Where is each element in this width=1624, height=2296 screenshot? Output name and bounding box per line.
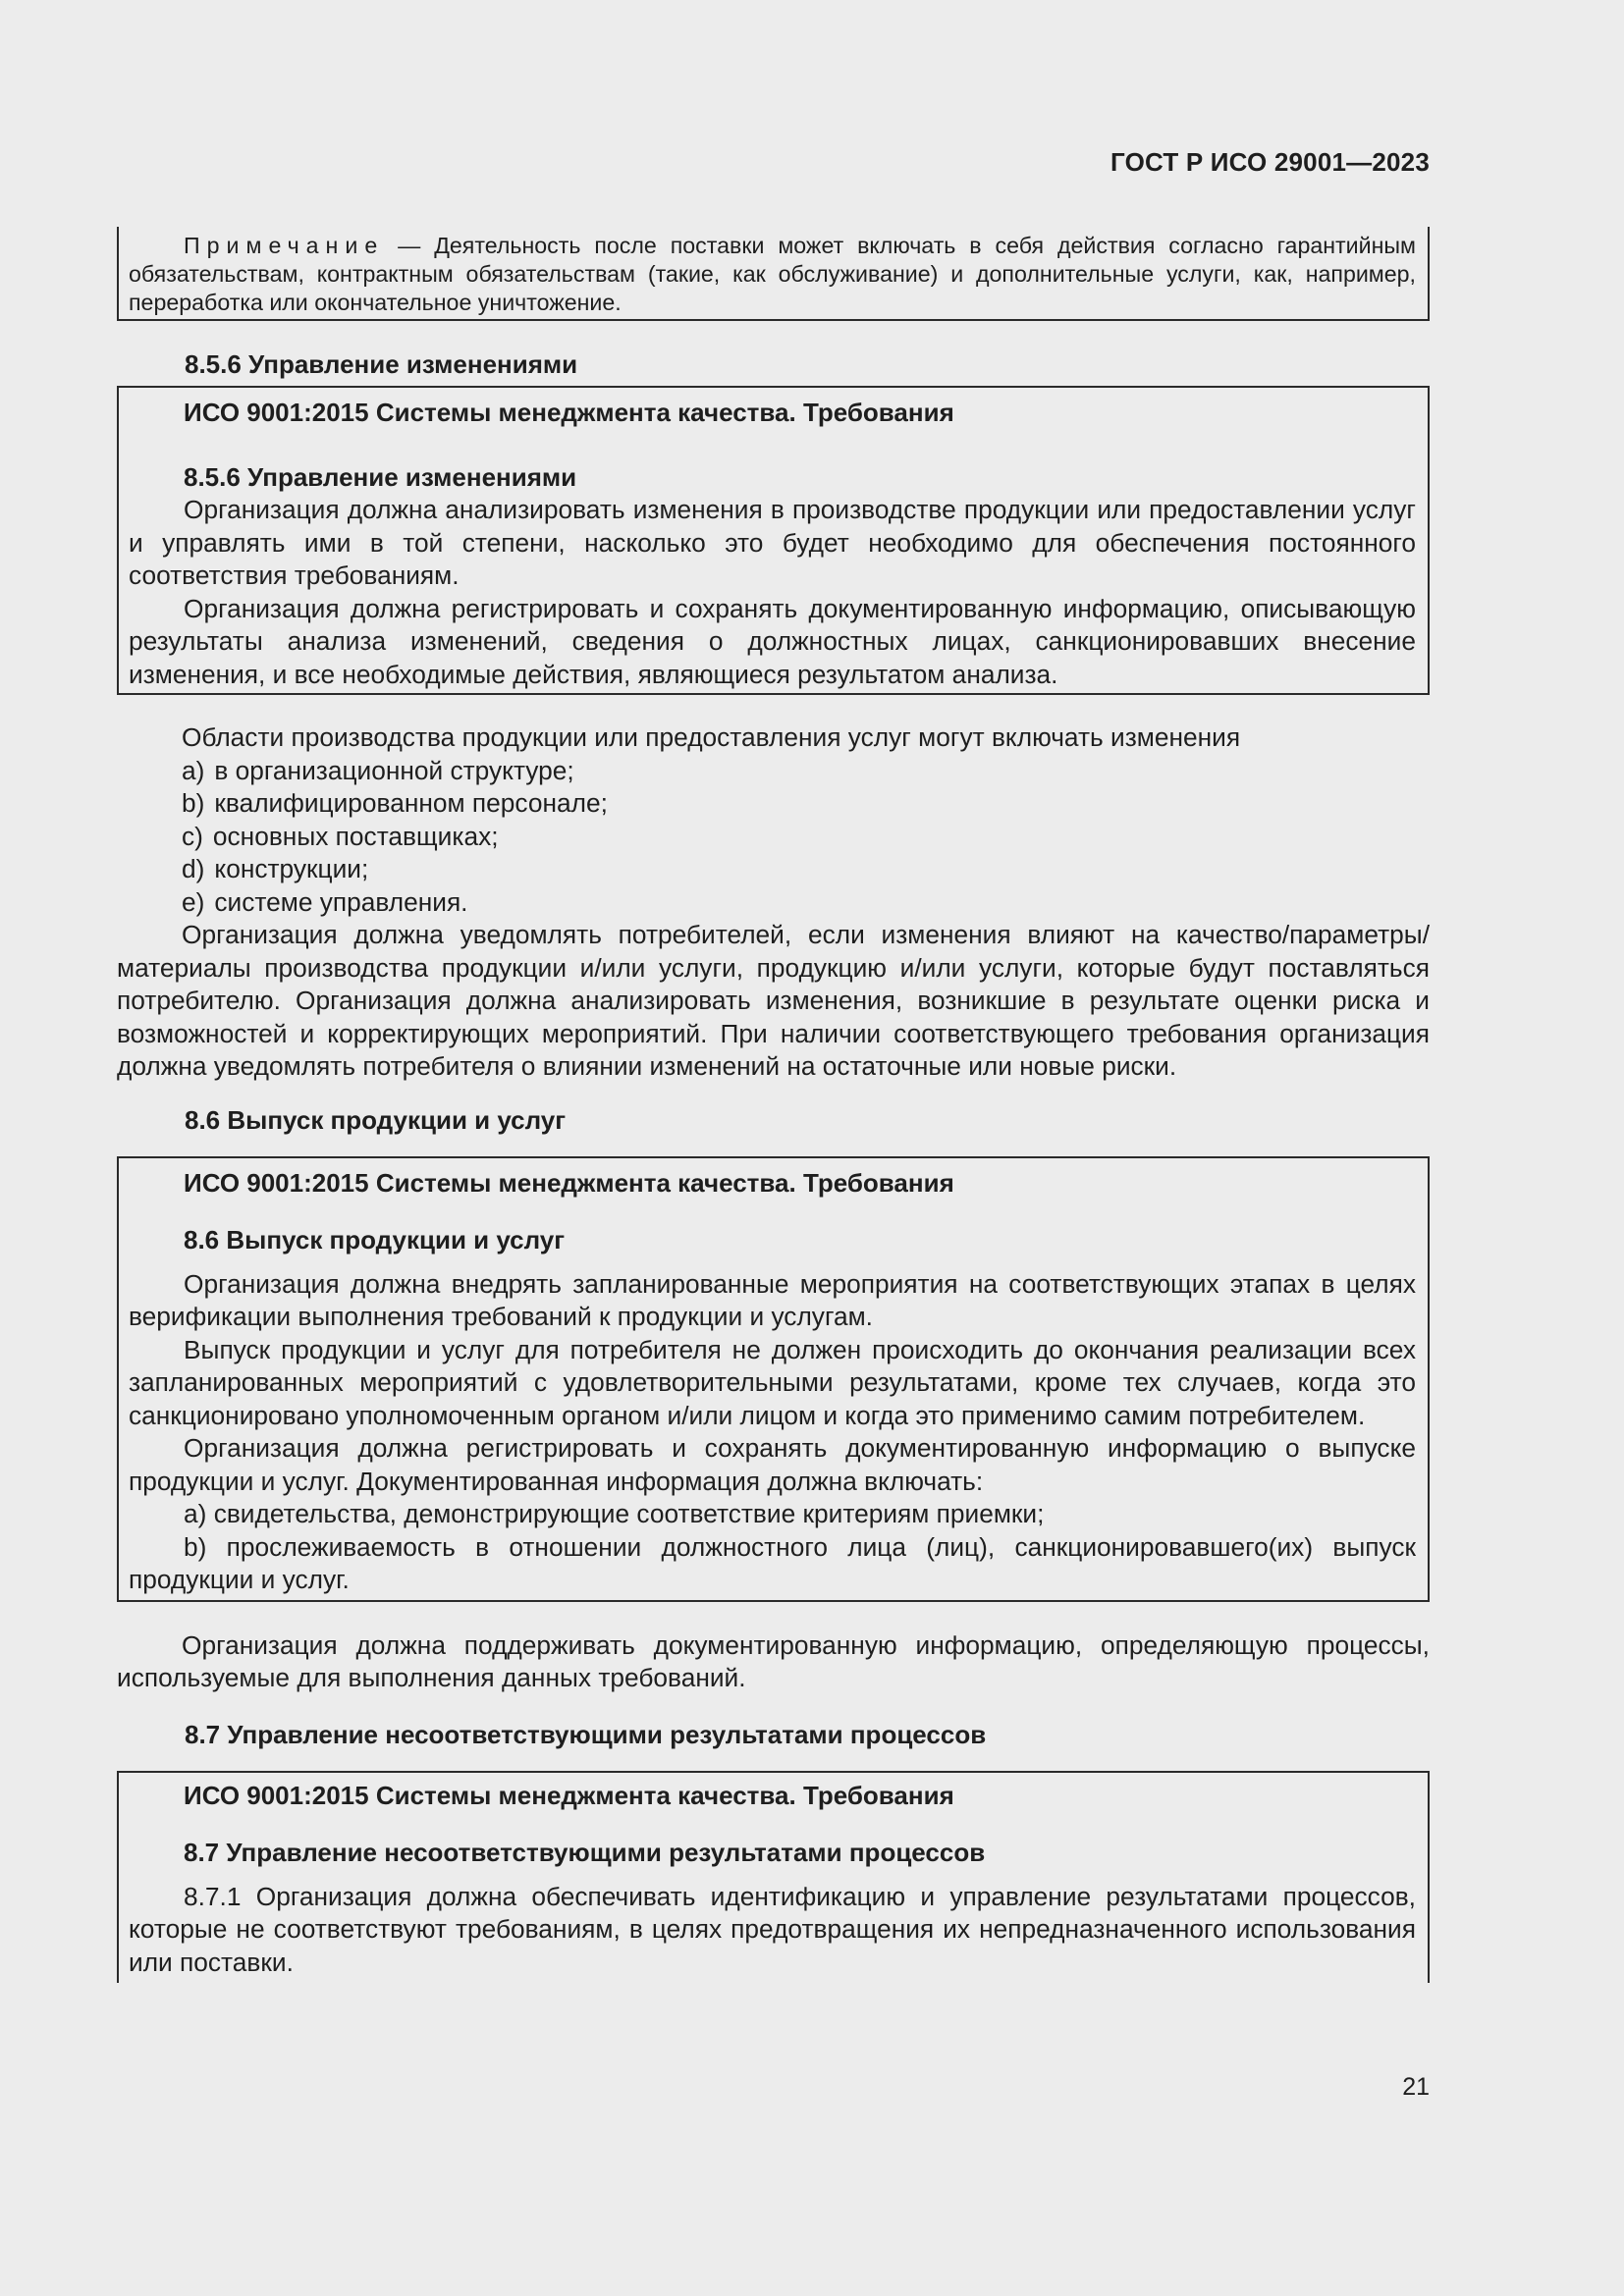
list-intro: Области производства продукции или предоставления услуг могут включать изменения [182, 722, 1241, 752]
quote-list-item: a) свидетельства, демонстрирующие соответствие критериям приемки; [184, 1499, 1045, 1528]
quote-title: ИСО 9001:2015 Системы менеджмента качества. Требования [184, 1167, 954, 1198]
list-item-label: d) [182, 854, 205, 883]
quote-title: ИСО 9001:2015 Системы менеджмента качества. Требования [184, 398, 954, 427]
quote-paragraph: Организация должна регистрировать и сохранять документированную информацию, описывающую результаты анализа изменений, сведения о должностных лицах, санкционировавших внесение изменения, и все необходимые действия, являющиеся результатом анализа. [129, 593, 1416, 689]
list-item-text: квалифицированном персонале; [214, 788, 608, 818]
quote-paragraph: Выпуск продукции и услуг для потребителя не должен происходить до окончания реализации всех запланированных мероприятий с удовлетворительными результатами, кроме тех случаев, когда это санкционировано уполномоченным органом и/или лицом и когда это применимо самим потребителем. [129, 1334, 1416, 1430]
list-item-label: c) [182, 821, 203, 851]
list-item-text: в организационной структуре; [214, 755, 574, 785]
quote-paragraph: Организация должна анализировать изменения в производстве продукции или предоставлении услуг и управлять ими в той степени, насколько это будет необходимо для обеспечения постоянного соответствия требованиям. [129, 495, 1416, 590]
quote-paragraph: 8.7.1 Организация должна обеспечивать идентификацию и управление результатами процессов, которые не соответствуют требованиям, в целях предотвращения их непредназначенного использования или поставки. [129, 1881, 1416, 1977]
body-paragraph: Организация должна поддерживать документированную информацию, определяющую процессы, используемые для выполнения данных требований. [117, 1629, 1430, 1692]
page-number: 21 [1402, 2073, 1430, 2101]
section-heading-86: 8.6 Выпуск продукции и услуг [185, 1104, 567, 1135]
quote-subheading: 8.7 Управление несоответствующими результатами процессов [184, 1837, 986, 1867]
quote-box-856 [117, 386, 1430, 695]
list-item-label: b) [182, 788, 205, 818]
note-label: Примечание [184, 233, 385, 258]
list-item-text: системе управления. [214, 886, 468, 917]
list-item [117, 755, 1430, 788]
document-header: ГОСТ Р ИСО 29001—2023 [1110, 147, 1430, 177]
note-box [117, 227, 1430, 321]
list-item-label: a) [182, 755, 205, 785]
section-heading-87: 8.7 Управление несоответствующими результатами процессов [185, 1719, 987, 1749]
quote-title: ИСО 9001:2015 Системы менеджмента качества. Требования [184, 1780, 954, 1810]
quote-subheading: 8.5.6 Управление изменениями [184, 462, 577, 492]
list-item [117, 821, 1430, 854]
quote-paragraph: Организация должна регистрировать и сохранять документированную информацию о выпуске продукции и услуг. Документированная информация должна включать: [129, 1433, 1416, 1496]
list-item-text: конструкции; [214, 854, 369, 883]
note-text: — Деятельность после поставки может включать в себя действия согласно гарантийным обязательствам, контрактным обязательствам (такие, как обслуживание) и дополнительные услуги, как, например, переработка или окончательное уничтожение. [129, 233, 1416, 315]
quote-list-item: b) прослеживаемость в отношении должностного лица (лиц), санкционировавшего(их) выпуск продукции и услуг. [129, 1531, 1416, 1594]
list-item [117, 853, 1430, 886]
quote-subheading: 8.6 Выпуск продукции и услуг [184, 1224, 566, 1255]
list-item-text: основных поставщиках; [212, 821, 499, 851]
body-paragraph: Организация должна уведомлять потребителей, если изменения влияют на качество/параметры/материалы производства продукции и/или услуги, продукцию и/или услуги, которые будут поставляться потребителю. Организация должна анализировать изменения, возникшие в результате оценки риска и возможностей и корректирующих мероприятий. При наличии соответствующего требования организация должна уведомлять потребителя о влиянии изменений на остаточные или новые риски. [117, 920, 1430, 1081]
section-heading-856: 8.5.6 Управление изменениями [185, 349, 578, 379]
list-item-label: e) [182, 886, 205, 917]
quote-box-86 [117, 1156, 1430, 1602]
quote-paragraph: Организация должна внедрять запланированные мероприятия на соответствующих этапах в целях верификации выполнения требований к продукции и услугам. [129, 1268, 1416, 1331]
page-content [117, 227, 1430, 1983]
list-item [117, 886, 1430, 920]
quote-box-87 [117, 1771, 1430, 1984]
list-item [117, 787, 1430, 821]
